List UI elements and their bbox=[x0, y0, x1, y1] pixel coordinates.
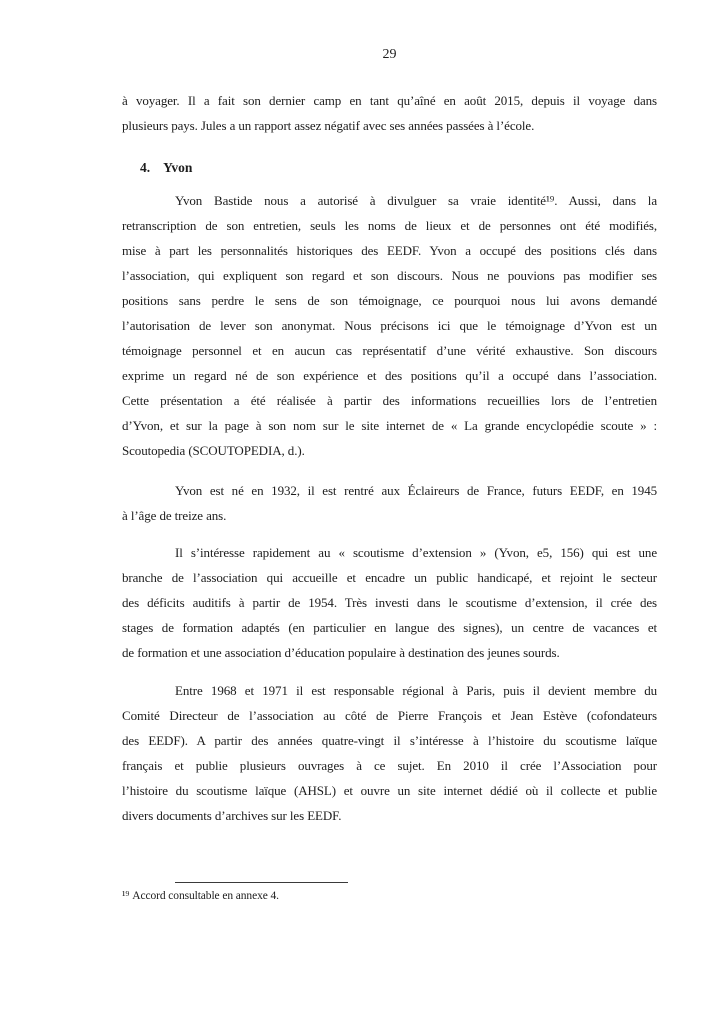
text-line: de formation et une association d’éducation populaire à destination des jeunes sourds. bbox=[122, 645, 560, 660]
text-line: l’histoire du scoutisme laïque (AHSL) et ouvre un site internet dédié où il collecte et publie bbox=[122, 783, 657, 798]
footnote-separator bbox=[175, 882, 348, 883]
page-number: 29 bbox=[382, 47, 397, 62]
paragraph bbox=[122, 188, 657, 463]
text-line: positions sans perdre le sens de son témoignage, ce pourquoi nous lui avons demandé bbox=[122, 293, 657, 308]
paragraph bbox=[122, 88, 657, 138]
section-heading bbox=[122, 155, 657, 180]
text-line: à voyager. Il a fait son dernier camp en tant qu’aîné en août 2015, depuis il voyage dans bbox=[122, 93, 657, 108]
text-line: stages de formation adaptés (en particulier en langue des signes), un centre de vacances et bbox=[122, 620, 657, 635]
text-line: divers documents d’archives sur les EEDF. bbox=[122, 808, 342, 823]
footnote-marker: ¹⁹ bbox=[122, 890, 130, 902]
text-line: Cette présentation a été réalisée à partir des informations recueillies lors de l’entretien bbox=[122, 393, 657, 408]
paragraph bbox=[122, 540, 657, 665]
text-line: des déficits auditifs à partir de 1954. Très investi dans le scoutisme d’extension, il crée des bbox=[122, 595, 657, 610]
text-line: français et publie plusieurs ouvrages à ce sujet. En 2010 il crée l’Association pour bbox=[122, 758, 657, 773]
paragraph bbox=[122, 478, 657, 528]
text-line: Il s’intéresse rapidement au « scoutisme d’extension » (Yvon, e5, 156) qui est une bbox=[175, 545, 657, 560]
text-line: Yvon est né en 1932, il est rentré aux Éclaireurs de France, futurs EEDF, en 1945 bbox=[175, 483, 657, 498]
text-line: plusieurs pays. Jules a un rapport assez négatif avec ses années passées à l’école. bbox=[122, 118, 535, 133]
footnote-text: Accord consultable en annexe 4. bbox=[132, 890, 279, 902]
text-line: Scoutopedia (SCOUTOPEDIA, d.). bbox=[122, 443, 305, 458]
heading-label: Yvon bbox=[163, 160, 193, 175]
text-line: retranscription de son entretien, seuls les noms de lieux et de personnes ont été modifiés, bbox=[122, 218, 657, 233]
text-line: témoignage personnel et en aucun cas représentatif d’une vérité exhaustive. Son discours bbox=[122, 343, 657, 358]
text-line: exprime un regard né de son expérience et des positions qu’il a occupé dans l’association. bbox=[122, 368, 657, 383]
heading-number: 4. bbox=[140, 160, 151, 175]
text-line: mise à part les personnalités historiques des EEDF. Yvon a occupé des positions clés dans bbox=[122, 243, 657, 258]
text-line: à l’âge de treize ans. bbox=[122, 508, 227, 523]
text-line: des EEDF). A partir des années quatre-vingt il s’intéresse à l’histoire du scoutisme laïque bbox=[122, 733, 657, 748]
text-line: Comité Directeur de l’association au côté de Pierre François et Jean Estève (cofondateurs bbox=[122, 708, 657, 723]
text-line: d’Yvon, et sur la page à son nom sur le site internet de « La grande encyclopédie scoute » : bbox=[122, 418, 657, 433]
text-line: l’association, qui expliquent son regard et son discours. Nous ne pouvions pas modifier ses bbox=[122, 268, 657, 283]
text-line: l’autorisation de lever son anonymat. Nous précisons ici que le témoignage d’Yvon est un bbox=[122, 318, 657, 333]
text-line: Entre 1968 et 1971 il est responsable régional à Paris, puis il devient membre du bbox=[175, 683, 657, 698]
footnote-area bbox=[122, 882, 657, 905]
paragraph bbox=[122, 678, 657, 828]
footnote bbox=[122, 888, 657, 905]
text-line: Yvon Bastide nous a autorisé à divulguer sa vraie identité¹⁹. Aussi, dans la bbox=[175, 193, 657, 208]
text-line: branche de l’association qui accueille et encadre un public handicapé, et rejoint le secteur bbox=[122, 570, 657, 585]
document-body bbox=[122, 88, 657, 828]
